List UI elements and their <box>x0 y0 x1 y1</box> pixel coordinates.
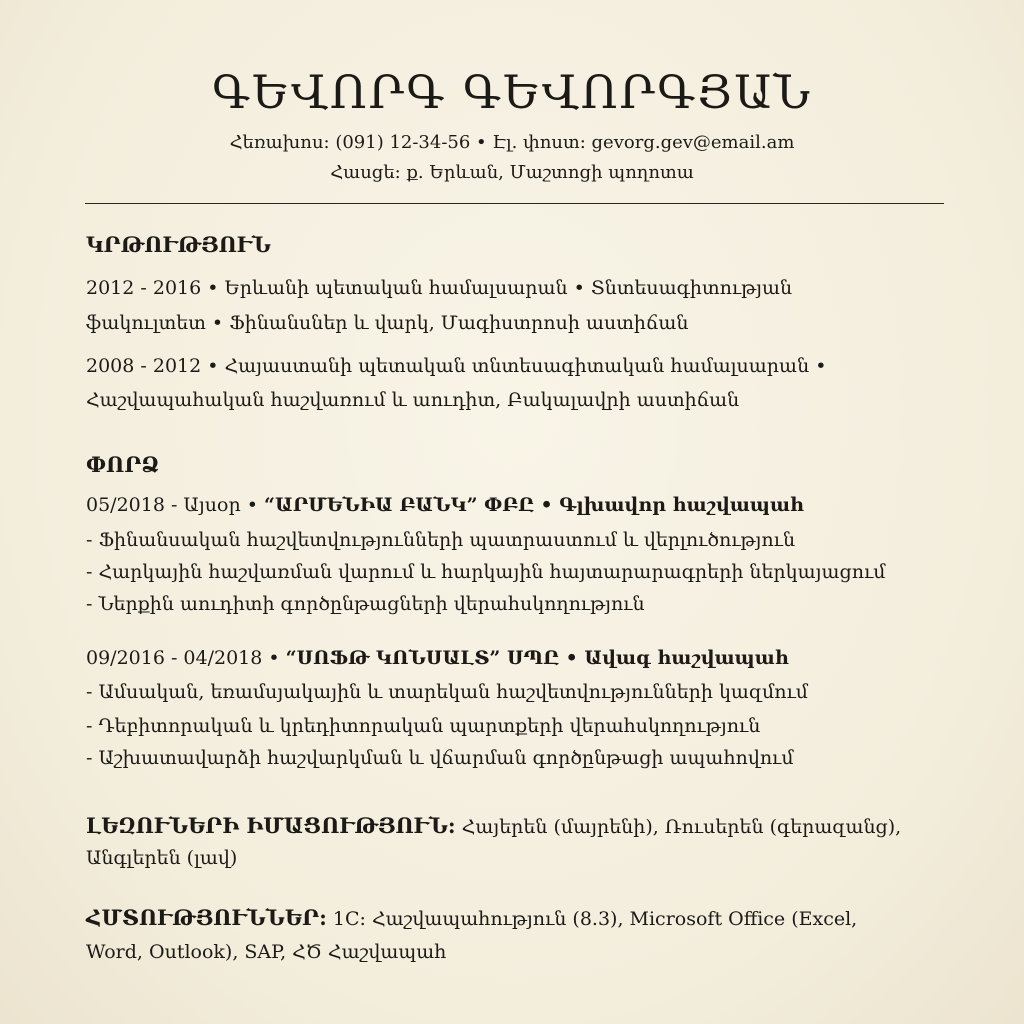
skills-line-2: Word, Outlook), SAP, ՀԾ Հաշվապահ <box>86 941 447 963</box>
job-2-dates: 09/2016 - 04/2018 • <box>86 647 286 669</box>
education-entry-1-line-2: ֆակուլտետ • Ֆինանսներ և վարկ, Մագիստրոսի աստիճան <box>86 312 689 334</box>
skills-line-1 <box>86 906 857 931</box>
job-1-duty: - Հարկային հաշվառման վարում և հարկային հայտարարագրերի ներկայացում <box>86 561 886 583</box>
education-entry-2-line-2: Հաշվապահական հաշվառում և աուդիտ, Բակալավրի աստիճան <box>86 389 740 411</box>
languages-list: Հայերեն (մայրենի), Ռուսերեն (գերազանց), <box>455 816 902 838</box>
job-2-header <box>86 646 789 670</box>
job-1-header <box>86 493 804 517</box>
job-1-dates: 05/2018 - Այսօր • <box>86 494 265 516</box>
job-2-duty: - Ամսական, եռամսյակային և տարեկան հաշվետվությունների կազմում <box>86 681 808 703</box>
contact-line: Հեռախոս: (091) 12-34-56 • Էլ. փոստ: gevorg.gev@email.am <box>229 132 795 153</box>
languages-line-1 <box>86 814 901 839</box>
header-divider <box>85 203 944 204</box>
job-2-duty: - Դեբիտորական և կրեդիտորական պարտքերի վերահսկողություն <box>86 715 761 737</box>
languages-line-2: Անգլերեն (լավ) <box>86 847 238 869</box>
skills-list: 1C: Հաշվապահություն (8.3), Microsoft Office (Excel, <box>326 908 858 930</box>
job-2-title: “ՍՈՖԹ ԿՈՆՍԱԼՏ” ՍՊԸ • Ավագ հաշվապահ <box>285 647 789 669</box>
education-entry-1-line-1: 2012 - 2016 • Երևանի պետական համալսարան • Տնտեսագիտության <box>86 277 793 299</box>
education-heading: ԿՐԹՈՒԹՅՈՒՆ <box>86 232 271 257</box>
job-2-duty: - Աշխատավարձի հաշվարկման և վճարման գործընթացի ապահովում <box>86 747 794 769</box>
job-1-duty: - Ներքին աուդիտի գործընթացների վերահսկողություն <box>86 593 645 615</box>
job-1-title: “ԱՐՄԵՆԻԱ ԲԱՆԿ” ՓԲԸ • Գլխավոր հաշվապահ <box>264 494 805 516</box>
work-heading: ՓՈՐՁ <box>86 452 160 477</box>
address-line: Հասցե: ք. Երևան, Մաշտոցի պողոտա <box>330 162 694 183</box>
skills-heading: ՀՄՏՈՒԹՅՈՒՆՆԵՐ: <box>86 905 327 930</box>
resume-name: ԳԵՎՈՐԳ ԳԵՎՈՐԳՅԱՆ <box>211 65 813 119</box>
job-1-duty: - Ֆինանսական հաշվետվությունների պատրաստում և վերլուծություն <box>86 529 796 551</box>
education-entry-2-line-1: 2008 - 2012 • Հայաստանի պետական տնտեսագիտական համալսարան • <box>86 355 827 377</box>
languages-heading: ԼԵԶՈՒՆԵՐԻ ԻՄԱՑՈՒԹՅՈՒՆ: <box>86 813 456 838</box>
